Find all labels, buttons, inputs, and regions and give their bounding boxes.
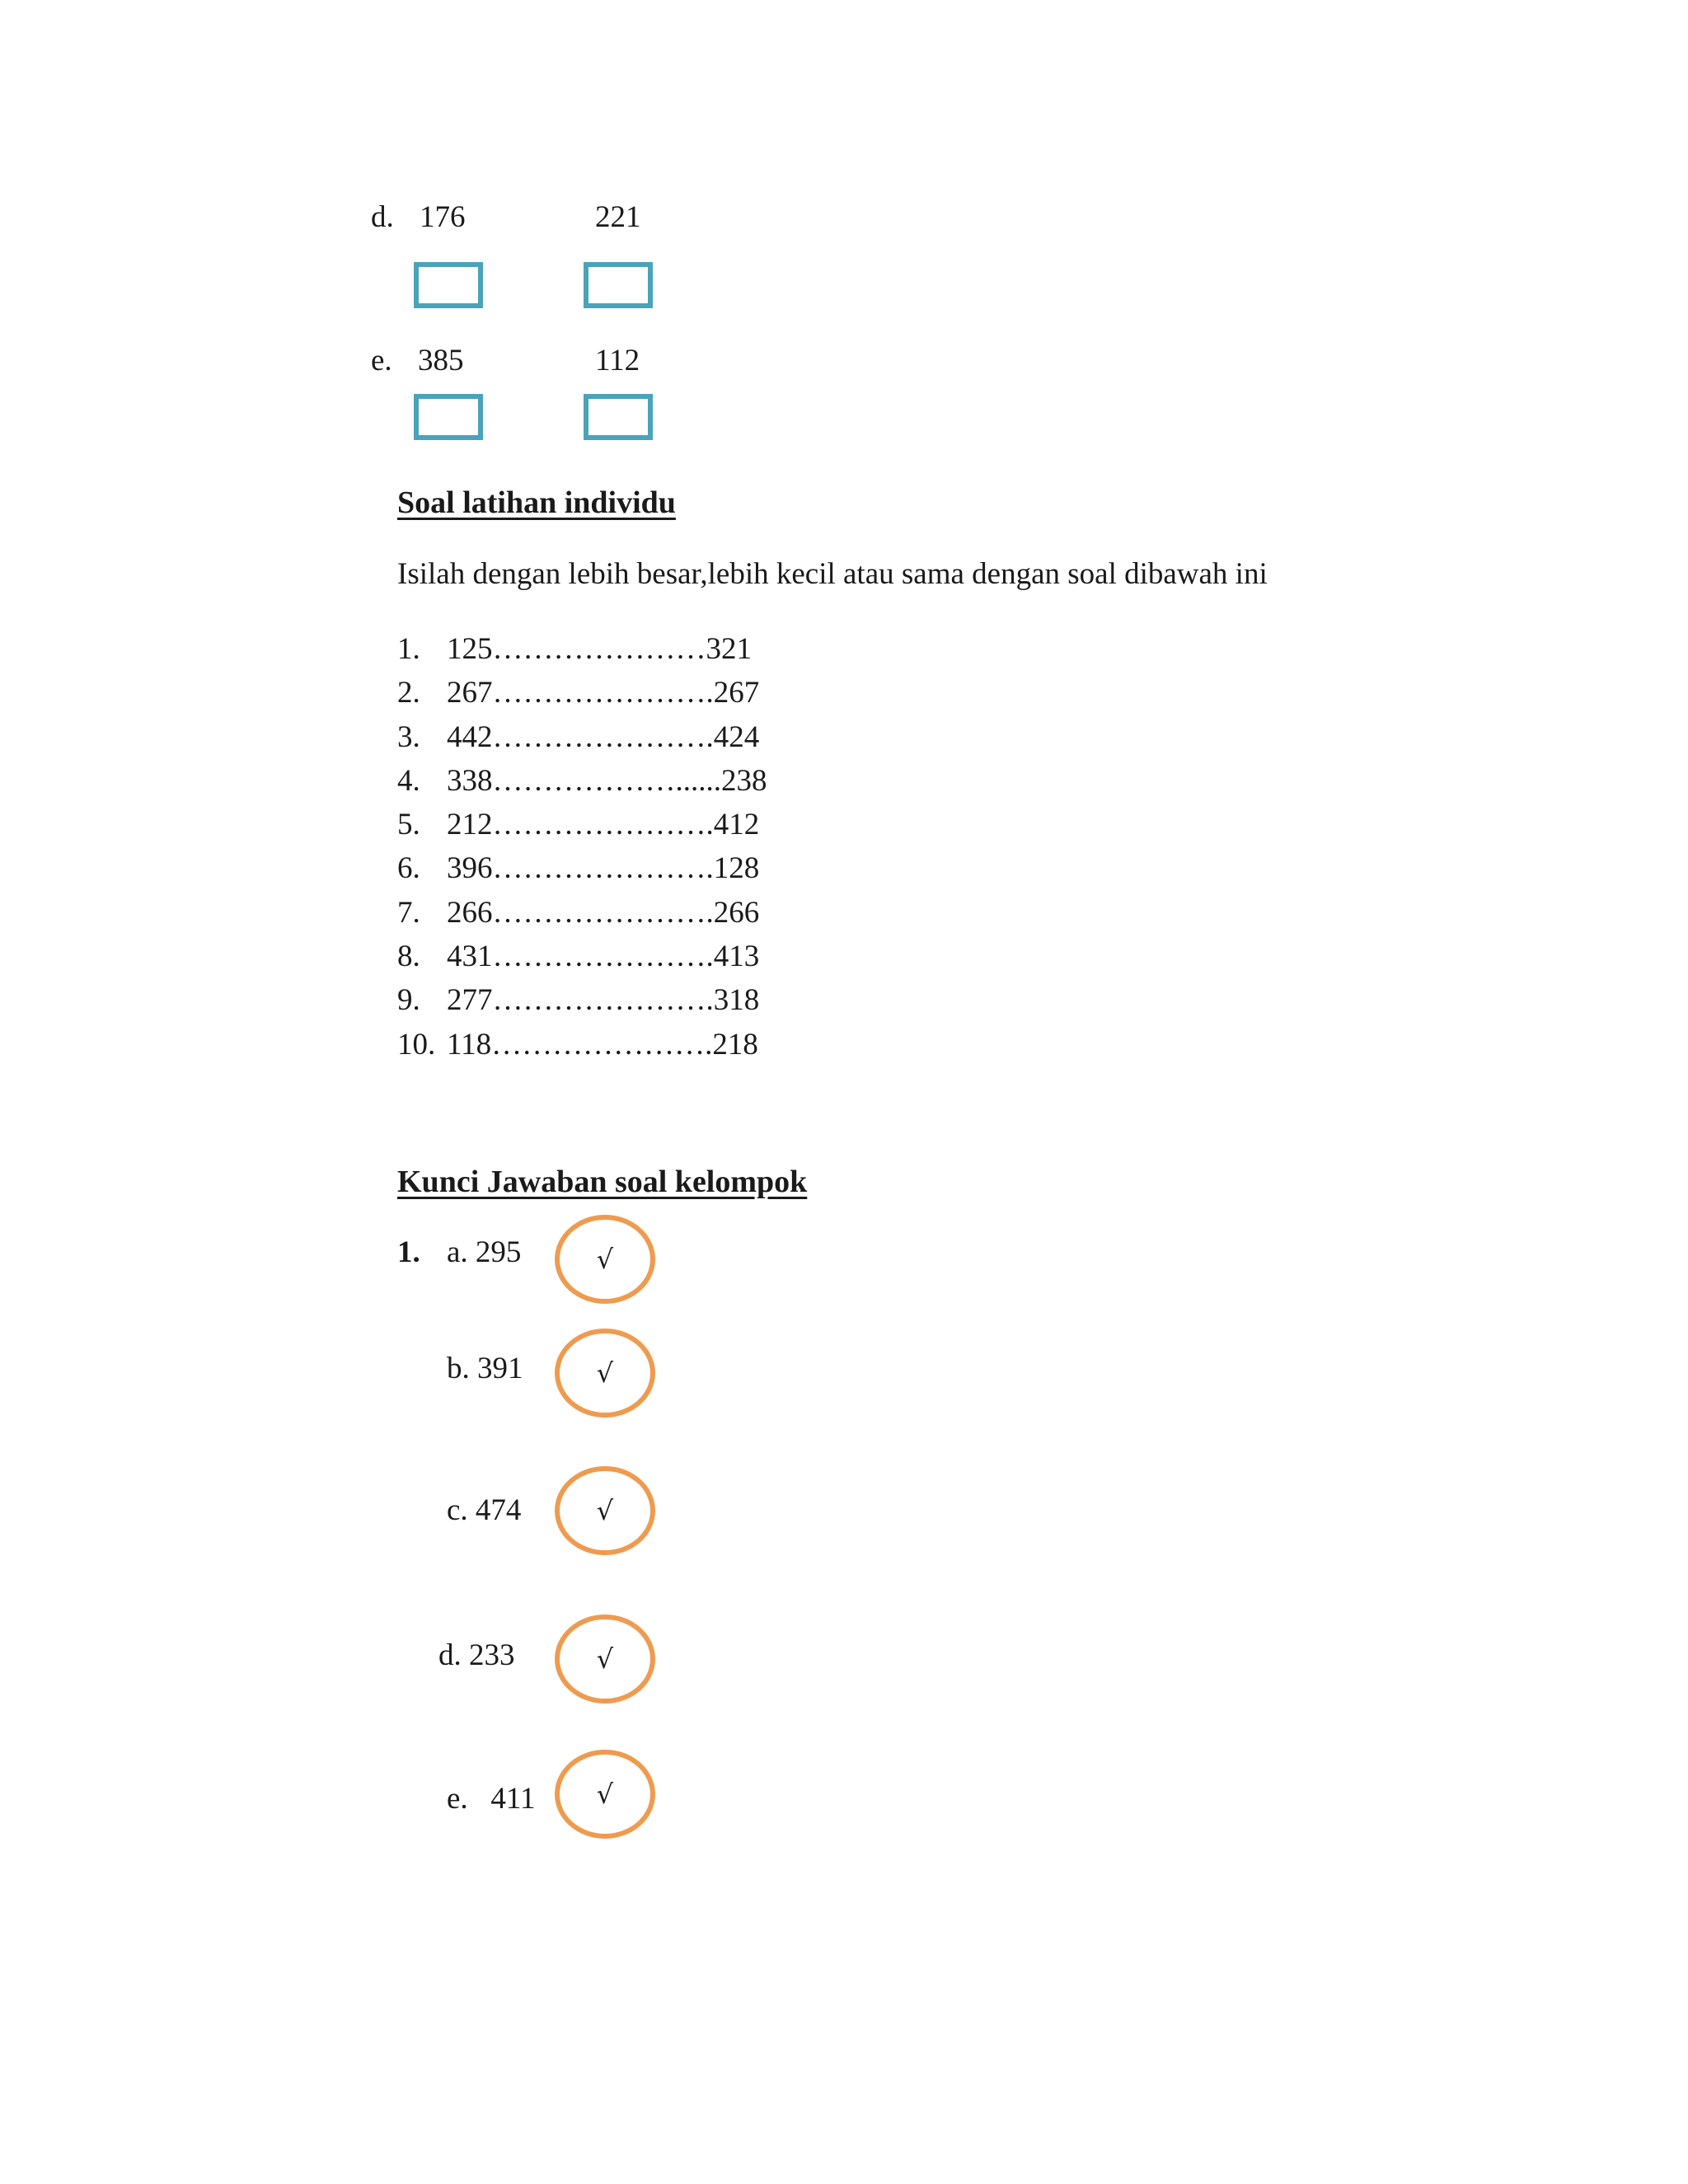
answer-label: a. 295 [447,1235,522,1269]
check-circle [555,1466,655,1555]
answer-box[interactable] [584,262,653,308]
right-number: 112 [595,344,640,377]
question-item [397,978,767,1022]
answer-box[interactable] [414,262,483,308]
check-circle [555,1215,655,1304]
compare-item-d [371,199,466,236]
check-icon: √ [596,1643,614,1675]
individual-heading: Soal latihan individu [397,485,676,520]
question-text: 442………………….424 [447,719,760,754]
question-item [397,715,767,759]
question-number: 1. [397,632,420,666]
question-number: 8. [397,940,420,974]
question-text: 267………………….267 [447,676,760,710]
question-number: 7. [397,895,420,930]
question-text: 125…………………321 [447,632,752,666]
answer-label: d. 233 [438,1638,515,1672]
question-text: 431………………….413 [447,940,760,974]
check-circle [555,1750,655,1839]
instruction-text: Isilah dengan lebih besar,lebih kecil atau sama dengan soal dibawah ini [397,557,1268,591]
question-text: 118………………….218 [447,1027,758,1062]
question-text: 338………………......238 [447,763,767,798]
check-icon: √ [596,1244,614,1275]
answer-label: c. 474 [447,1493,522,1527]
question-number: 2. [397,676,420,710]
question-item [397,671,767,715]
answer-key-heading: Kunci Jawaban soal kelompok [397,1165,808,1199]
answer-label: e. 411 [447,1782,536,1816]
question-number: 6. [397,851,420,886]
answer-box[interactable] [414,394,483,440]
item-label: e. [371,344,392,377]
right-number: 221 [595,200,641,234]
item-label: d. [371,200,394,234]
question-text: 396………………….128 [447,851,760,886]
question-item [397,627,767,671]
question-number: 9. [397,983,420,1018]
check-circle [555,1329,655,1418]
question-number: 10. [397,1027,436,1062]
question-item [397,803,767,846]
question-number: 3. [397,719,420,754]
question-text: 266………………….266 [447,895,760,930]
compare-item-e [371,343,463,379]
question-text: 277………………….318 [447,983,760,1018]
group-number: 1. [397,1235,420,1269]
question-item [397,846,767,890]
question-number: 5. [397,808,420,842]
answer-label: b. 391 [447,1352,523,1385]
question-list [397,627,767,1066]
left-number: 385 [417,344,464,377]
question-item [397,1023,767,1066]
check-icon: √ [596,1495,614,1526]
question-text: 212………………….412 [447,808,760,842]
answer-box[interactable] [584,394,653,440]
question-number: 4. [397,763,420,798]
left-number: 176 [420,200,466,234]
question-item [397,759,767,803]
question-item [397,935,767,978]
check-icon: √ [596,1357,614,1389]
check-icon: √ [596,1779,614,1810]
question-item [397,891,767,935]
check-circle [555,1615,655,1704]
